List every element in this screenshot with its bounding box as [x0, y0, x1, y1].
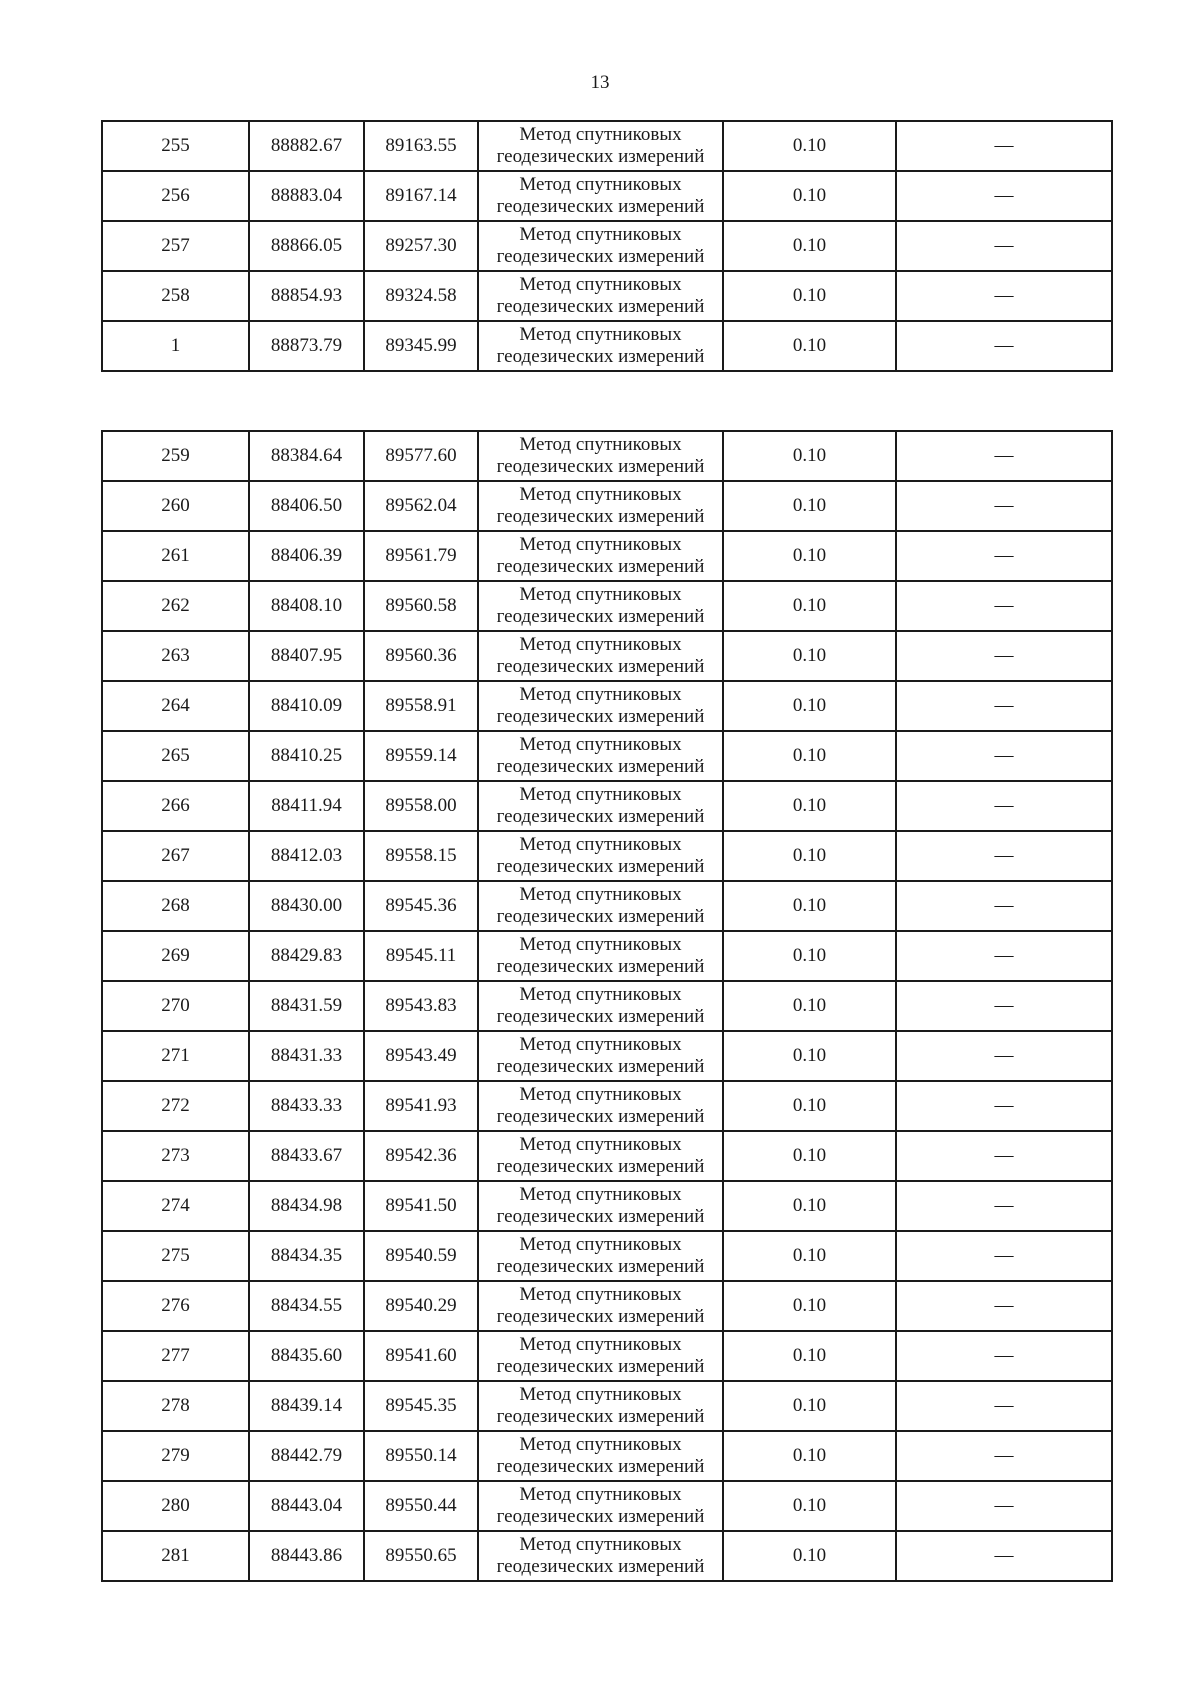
method-cell: Метод спутниковых геодезических измерений	[478, 831, 723, 881]
method-cell: Метод спутниковых геодезических измерений	[478, 1381, 723, 1431]
table-row	[102, 781, 1112, 831]
x-coordinate-cell: 88873.79	[249, 321, 364, 371]
point-number-cell: 260	[102, 481, 249, 531]
method-cell: Метод спутниковых геодезических измерений	[478, 321, 723, 371]
accuracy-cell: 0.10	[723, 931, 896, 981]
accuracy-cell: 0.10	[723, 481, 896, 531]
x-coordinate-cell: 88882.67	[249, 121, 364, 171]
y-coordinate-cell: 89542.36	[364, 1131, 478, 1181]
point-number-cell: 258	[102, 271, 249, 321]
method-cell: Метод спутниковых геодезических измерений	[478, 1031, 723, 1081]
point-number-cell: 259	[102, 431, 249, 481]
table-row	[102, 631, 1112, 681]
y-coordinate-cell: 89541.93	[364, 1081, 478, 1131]
x-coordinate-cell: 88384.64	[249, 431, 364, 481]
description-cell: —	[896, 1431, 1112, 1481]
x-coordinate-cell: 88410.25	[249, 731, 364, 781]
accuracy-cell: 0.10	[723, 781, 896, 831]
x-coordinate-cell: 88435.60	[249, 1331, 364, 1381]
point-number-cell: 263	[102, 631, 249, 681]
table-row	[102, 531, 1112, 581]
table-row	[102, 1331, 1112, 1381]
method-cell: Метод спутниковых геодезических измерений	[478, 431, 723, 481]
accuracy-cell: 0.10	[723, 1131, 896, 1181]
method-cell: Метод спутниковых геодезических измерений	[478, 1181, 723, 1231]
method-cell: Метод спутниковых геодезических измерений	[478, 481, 723, 531]
y-coordinate-cell: 89545.11	[364, 931, 478, 981]
point-number-cell: 272	[102, 1081, 249, 1131]
point-number-cell: 257	[102, 221, 249, 271]
table-row	[102, 271, 1112, 321]
method-cell: Метод спутниковых геодезических измерений	[478, 581, 723, 631]
method-cell: Метод спутниковых геодезических измерений	[478, 931, 723, 981]
point-number-cell: 274	[102, 1181, 249, 1231]
description-cell: —	[896, 481, 1112, 531]
table-row	[102, 831, 1112, 881]
method-cell: Метод спутниковых геодезических измерений	[478, 781, 723, 831]
method-cell: Метод спутниковых геодезических измерений	[478, 1531, 723, 1581]
accuracy-cell: 0.10	[723, 271, 896, 321]
point-number-cell: 1	[102, 321, 249, 371]
x-coordinate-cell: 88443.86	[249, 1531, 364, 1581]
table-row	[102, 981, 1112, 1031]
point-number-cell: 256	[102, 171, 249, 221]
method-cell: Метод спутниковых геодезических измерений	[478, 1231, 723, 1281]
method-cell: Метод спутниковых геодезических измерений	[478, 271, 723, 321]
y-coordinate-cell: 89545.36	[364, 881, 478, 931]
table-row	[102, 1131, 1112, 1181]
table-row	[102, 681, 1112, 731]
description-cell: —	[896, 121, 1112, 171]
y-coordinate-cell: 89560.58	[364, 581, 478, 631]
y-coordinate-cell: 89543.83	[364, 981, 478, 1031]
x-coordinate-cell: 88443.04	[249, 1481, 364, 1531]
y-coordinate-cell: 89545.35	[364, 1381, 478, 1431]
accuracy-cell: 0.10	[723, 221, 896, 271]
description-cell: —	[896, 171, 1112, 221]
y-coordinate-cell: 89558.15	[364, 831, 478, 881]
x-coordinate-cell: 88434.98	[249, 1181, 364, 1231]
method-cell: Метод спутниковых геодезических измерений	[478, 1081, 723, 1131]
point-number-cell: 277	[102, 1331, 249, 1381]
method-cell: Метод спутниковых геодезических измерений	[478, 1481, 723, 1531]
method-cell: Метод спутниковых геодезических измерений	[478, 731, 723, 781]
y-coordinate-cell: 89163.55	[364, 121, 478, 171]
accuracy-cell: 0.10	[723, 531, 896, 581]
accuracy-cell: 0.10	[723, 981, 896, 1031]
y-coordinate-cell: 89562.04	[364, 481, 478, 531]
accuracy-cell: 0.10	[723, 731, 896, 781]
x-coordinate-cell: 88433.67	[249, 1131, 364, 1181]
table-row	[102, 321, 1112, 371]
x-coordinate-cell: 88854.93	[249, 271, 364, 321]
table-body	[102, 121, 1112, 371]
y-coordinate-cell: 89561.79	[364, 531, 478, 581]
method-cell: Метод спутниковых геодезических измерений	[478, 631, 723, 681]
accuracy-cell: 0.10	[723, 1181, 896, 1231]
table-row	[102, 121, 1112, 171]
description-cell: —	[896, 531, 1112, 581]
table-row	[102, 1081, 1112, 1131]
accuracy-cell: 0.10	[723, 1531, 896, 1581]
description-cell: —	[896, 631, 1112, 681]
method-cell: Метод спутниковых геодезических измерений	[478, 171, 723, 221]
accuracy-cell: 0.10	[723, 1281, 896, 1331]
accuracy-cell: 0.10	[723, 1081, 896, 1131]
y-coordinate-cell: 89543.49	[364, 1031, 478, 1081]
y-coordinate-cell: 89540.59	[364, 1231, 478, 1281]
description-cell: —	[896, 1331, 1112, 1381]
method-cell: Метод спутниковых геодезических измерений	[478, 1131, 723, 1181]
y-coordinate-cell: 89577.60	[364, 431, 478, 481]
y-coordinate-cell: 89541.60	[364, 1331, 478, 1381]
point-number-cell: 270	[102, 981, 249, 1031]
accuracy-cell: 0.10	[723, 1231, 896, 1281]
x-coordinate-cell: 88429.83	[249, 931, 364, 981]
table-row	[102, 431, 1112, 481]
description-cell: —	[896, 731, 1112, 781]
x-coordinate-cell: 88866.05	[249, 221, 364, 271]
page-number: 13	[590, 72, 610, 93]
table-row	[102, 1431, 1112, 1481]
y-coordinate-cell: 89257.30	[364, 221, 478, 271]
point-number-cell: 264	[102, 681, 249, 731]
y-coordinate-cell: 89550.14	[364, 1431, 478, 1481]
y-coordinate-cell: 89541.50	[364, 1181, 478, 1231]
table-row	[102, 221, 1112, 271]
coordinates-table	[101, 120, 1113, 372]
x-coordinate-cell: 88433.33	[249, 1081, 364, 1131]
description-cell: —	[896, 881, 1112, 931]
table-row	[102, 581, 1112, 631]
accuracy-cell: 0.10	[723, 121, 896, 171]
x-coordinate-cell: 88411.94	[249, 781, 364, 831]
point-number-cell: 267	[102, 831, 249, 881]
point-number-cell: 273	[102, 1131, 249, 1181]
table-row	[102, 881, 1112, 931]
point-number-cell: 281	[102, 1531, 249, 1581]
description-cell: —	[896, 321, 1112, 371]
method-cell: Метод спутниковых геодезических измерений	[478, 681, 723, 731]
point-number-cell: 278	[102, 1381, 249, 1431]
method-cell: Метод спутниковых геодезических измерений	[478, 121, 723, 171]
point-number-cell: 261	[102, 531, 249, 581]
description-cell: —	[896, 1081, 1112, 1131]
accuracy-cell: 0.10	[723, 1031, 896, 1081]
y-coordinate-cell: 89558.91	[364, 681, 478, 731]
y-coordinate-cell: 89540.29	[364, 1281, 478, 1331]
point-number-cell: 265	[102, 731, 249, 781]
table-row	[102, 1531, 1112, 1581]
description-cell: —	[896, 781, 1112, 831]
method-cell: Метод спутниковых геодезических измерений	[478, 1331, 723, 1381]
accuracy-cell: 0.10	[723, 581, 896, 631]
point-number-cell: 280	[102, 1481, 249, 1531]
description-cell: —	[896, 1481, 1112, 1531]
table-row	[102, 171, 1112, 221]
description-cell: —	[896, 221, 1112, 271]
method-cell: Метод спутниковых геодезических измерений	[478, 981, 723, 1031]
description-cell: —	[896, 1131, 1112, 1181]
accuracy-cell: 0.10	[723, 1381, 896, 1431]
point-number-cell: 279	[102, 1431, 249, 1481]
description-cell: —	[896, 831, 1112, 881]
x-coordinate-cell: 88442.79	[249, 1431, 364, 1481]
accuracy-cell: 0.10	[723, 1431, 896, 1481]
description-cell: —	[896, 1231, 1112, 1281]
table-row	[102, 1281, 1112, 1331]
y-coordinate-cell: 89550.44	[364, 1481, 478, 1531]
description-cell: —	[896, 271, 1112, 321]
x-coordinate-cell: 88434.35	[249, 1231, 364, 1281]
description-cell: —	[896, 1281, 1112, 1331]
x-coordinate-cell: 88431.33	[249, 1031, 364, 1081]
table-row	[102, 931, 1112, 981]
description-cell: —	[896, 431, 1112, 481]
x-coordinate-cell: 88412.03	[249, 831, 364, 881]
accuracy-cell: 0.10	[723, 321, 896, 371]
description-cell: —	[896, 1381, 1112, 1431]
table-row	[102, 1031, 1112, 1081]
point-number-cell: 266	[102, 781, 249, 831]
x-coordinate-cell: 88408.10	[249, 581, 364, 631]
point-number-cell: 262	[102, 581, 249, 631]
x-coordinate-cell: 88406.39	[249, 531, 364, 581]
x-coordinate-cell: 88407.95	[249, 631, 364, 681]
table-body	[102, 431, 1112, 1581]
x-coordinate-cell: 88406.50	[249, 481, 364, 531]
accuracy-cell: 0.10	[723, 431, 896, 481]
description-cell: —	[896, 981, 1112, 1031]
table-row	[102, 1481, 1112, 1531]
accuracy-cell: 0.10	[723, 631, 896, 681]
x-coordinate-cell: 88883.04	[249, 171, 364, 221]
table-row	[102, 1231, 1112, 1281]
y-coordinate-cell: 89560.36	[364, 631, 478, 681]
method-cell: Метод спутниковых геодезических измерений	[478, 1281, 723, 1331]
accuracy-cell: 0.10	[723, 1481, 896, 1531]
y-coordinate-cell: 89167.14	[364, 171, 478, 221]
point-number-cell: 255	[102, 121, 249, 171]
accuracy-cell: 0.10	[723, 171, 896, 221]
coordinates-table	[101, 430, 1113, 1582]
description-cell: —	[896, 1031, 1112, 1081]
point-number-cell: 268	[102, 881, 249, 931]
accuracy-cell: 0.10	[723, 881, 896, 931]
description-cell: —	[896, 931, 1112, 981]
table-row	[102, 731, 1112, 781]
y-coordinate-cell: 89345.99	[364, 321, 478, 371]
y-coordinate-cell: 89559.14	[364, 731, 478, 781]
y-coordinate-cell: 89550.65	[364, 1531, 478, 1581]
table-row	[102, 481, 1112, 531]
x-coordinate-cell: 88439.14	[249, 1381, 364, 1431]
accuracy-cell: 0.10	[723, 681, 896, 731]
table-row	[102, 1181, 1112, 1231]
point-number-cell: 271	[102, 1031, 249, 1081]
x-coordinate-cell: 88430.00	[249, 881, 364, 931]
description-cell: —	[896, 1531, 1112, 1581]
method-cell: Метод спутниковых геодезических измерений	[478, 531, 723, 581]
method-cell: Метод спутниковых геодезических измерений	[478, 881, 723, 931]
method-cell: Метод спутниковых геодезических измерений	[478, 221, 723, 271]
accuracy-cell: 0.10	[723, 1331, 896, 1381]
x-coordinate-cell: 88431.59	[249, 981, 364, 1031]
point-number-cell: 276	[102, 1281, 249, 1331]
y-coordinate-cell: 89324.58	[364, 271, 478, 321]
x-coordinate-cell: 88410.09	[249, 681, 364, 731]
description-cell: —	[896, 581, 1112, 631]
accuracy-cell: 0.10	[723, 831, 896, 881]
method-cell: Метод спутниковых геодезических измерений	[478, 1431, 723, 1481]
description-cell: —	[896, 1181, 1112, 1231]
table-row	[102, 1381, 1112, 1431]
y-coordinate-cell: 89558.00	[364, 781, 478, 831]
x-coordinate-cell: 88434.55	[249, 1281, 364, 1331]
point-number-cell: 269	[102, 931, 249, 981]
point-number-cell: 275	[102, 1231, 249, 1281]
description-cell: —	[896, 681, 1112, 731]
